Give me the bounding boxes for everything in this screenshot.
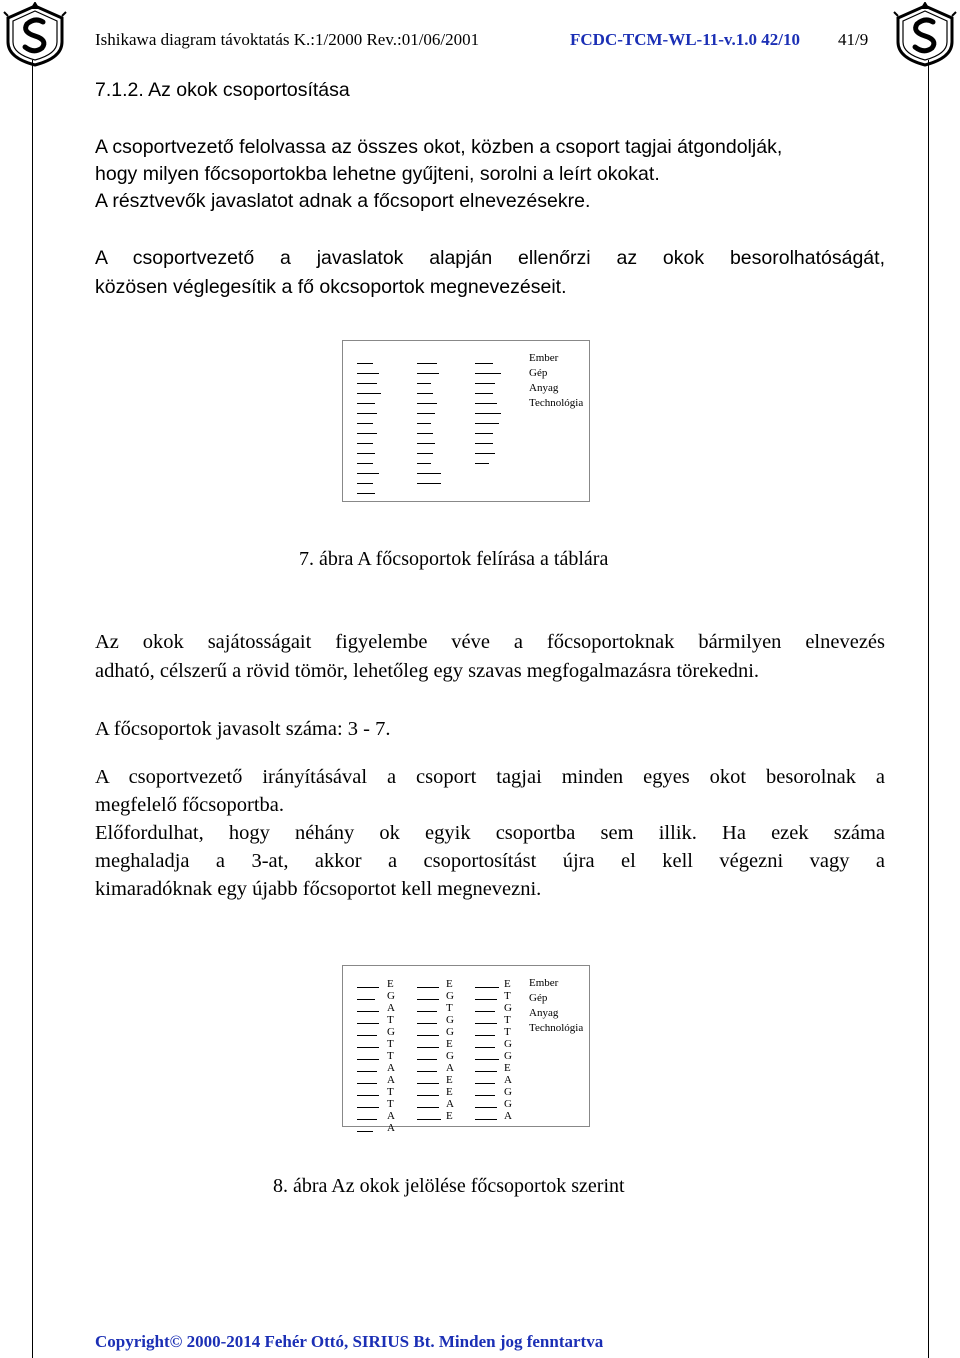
group-letter: G xyxy=(446,1050,454,1062)
text-line: megfelelő főcsoportba. xyxy=(95,794,284,816)
text-line: közösen véglegesítik a fő okcsoportok megnevezéseit. xyxy=(95,276,567,298)
cause-line xyxy=(357,413,377,414)
text-line: A csoportvezető irányításával a csoport tagjai minden egyes okot besorolnak a xyxy=(95,766,885,788)
group-letter: T xyxy=(387,1038,394,1050)
cause-line xyxy=(357,433,377,434)
cause-line xyxy=(475,1107,497,1108)
cause-line xyxy=(357,1071,377,1072)
cause-line xyxy=(475,463,489,464)
cause-line xyxy=(417,423,431,424)
group-letter: A xyxy=(387,1110,395,1122)
cause-line xyxy=(475,1071,497,1072)
doc-code: FCDC-TCM-WL-11-v.1.0 42/10 xyxy=(570,30,800,49)
cause-line xyxy=(357,493,375,494)
group-letter: E xyxy=(387,978,394,990)
text-line: Az okok sajátosságait figyelembe véve a főcsoportoknak bármilyen elnevezés xyxy=(95,631,885,653)
group-letter: E xyxy=(504,1062,511,1074)
page-number: 41/9 xyxy=(838,30,869,49)
cause-line xyxy=(417,999,439,1000)
legend-anyag: Anyag xyxy=(529,1007,559,1019)
page-frame-left xyxy=(32,60,33,1358)
cause-line xyxy=(475,987,499,988)
text-line: meghaladja a 3-at, akkor a csoportosítást újra el kell végezni vagy a xyxy=(95,850,885,872)
text-line: adható, célszerű a rövid tömör, lehetőleg egy szavas megfogalmazásra törekedni. xyxy=(95,660,760,682)
cause-line xyxy=(357,1011,379,1012)
cause-line xyxy=(417,483,441,484)
cause-line xyxy=(417,987,439,988)
figure-8-caption: 8. ábra Az okok jelölése főcsoportok szerint xyxy=(273,1175,625,1197)
paragraph-4: A főcsoportok javasolt száma: 3 - 7. xyxy=(95,718,391,740)
legend-ember: Ember xyxy=(529,977,559,989)
cause-line xyxy=(357,1095,379,1096)
cause-line xyxy=(475,393,493,394)
group-letter: G xyxy=(504,1086,512,1098)
group-letter: A xyxy=(387,1062,395,1074)
group-letter: T xyxy=(387,1086,394,1098)
group-letter: A xyxy=(387,1074,395,1086)
cause-line xyxy=(357,373,379,374)
cause-line xyxy=(475,443,493,444)
cause-line xyxy=(417,453,433,454)
group-letter: T xyxy=(387,1098,394,1110)
text-line: A csoportvezető a javaslatok alapján ellenőrzi az okok besorolhatóságát, xyxy=(95,247,885,269)
cause-line xyxy=(475,1059,499,1060)
group-letter: G xyxy=(446,1014,454,1026)
group-letter: A xyxy=(387,1002,395,1014)
figure-7-board xyxy=(342,340,590,502)
group-letter: G xyxy=(504,1098,512,1110)
cause-line xyxy=(417,1059,437,1060)
cause-line xyxy=(417,383,431,384)
section-heading: 7.1.2. Az okok csoportosítása xyxy=(95,79,350,101)
figure-7-caption: 7. ábra A főcsoportok felírása a táblára xyxy=(299,548,609,570)
cause-line xyxy=(357,423,373,424)
group-letter: A xyxy=(446,1098,454,1110)
group-letter: A xyxy=(504,1074,512,1086)
cause-line xyxy=(417,463,431,464)
cause-line xyxy=(357,1131,373,1132)
cause-line xyxy=(475,423,499,424)
group-letter: G xyxy=(504,1050,512,1062)
cause-line xyxy=(417,363,437,364)
cause-line xyxy=(417,1119,441,1120)
group-letter: G xyxy=(446,990,454,1002)
cause-line xyxy=(417,1035,439,1036)
cause-line xyxy=(475,1095,495,1096)
text-line: kimaradóknak egy újabb főcsoportot kell megnevezni. xyxy=(95,878,542,900)
cause-line xyxy=(475,413,501,414)
legend-gep: Gép xyxy=(529,367,548,379)
cause-line xyxy=(417,1107,439,1108)
group-letter: A xyxy=(504,1110,512,1122)
cause-line xyxy=(357,999,375,1000)
cause-line xyxy=(475,433,493,434)
legend-gep: Gép xyxy=(529,992,548,1004)
group-letter: E xyxy=(446,1110,453,1122)
cause-line xyxy=(475,403,497,404)
cause-line xyxy=(475,453,495,454)
doc-title: Ishikawa diagram távoktatás K.:1/2000 Rev.:01/06/2001 xyxy=(95,30,480,49)
text-line: A résztvevők javaslatot adnak a főcsoport elnevezésekre. xyxy=(95,190,591,212)
group-letter: G xyxy=(504,1038,512,1050)
cause-line xyxy=(475,1083,495,1084)
cause-line xyxy=(417,413,435,414)
group-letter: E xyxy=(446,1086,453,1098)
sirius-logo-icon xyxy=(892,2,958,68)
cause-line xyxy=(417,1011,437,1012)
cause-line xyxy=(417,1071,437,1072)
legend-technologia: Technológia xyxy=(529,1022,584,1034)
group-letter: G xyxy=(387,990,395,1002)
group-letter: T xyxy=(504,1014,511,1026)
cause-line xyxy=(357,383,377,384)
cause-line xyxy=(475,1119,497,1120)
cause-line xyxy=(357,987,379,988)
cause-line xyxy=(475,1035,495,1036)
cause-line xyxy=(417,1047,439,1048)
text-line: hogy milyen főcsoportokba lehetne gyűjteni, sorolni a leírt okokat. xyxy=(95,163,660,185)
group-letter: T xyxy=(504,1026,511,1038)
cause-line xyxy=(357,483,373,484)
cause-line xyxy=(417,473,441,474)
cause-line xyxy=(357,1059,379,1060)
group-letter: E xyxy=(446,1038,453,1050)
text-line: Előfordulhat, hogy néhány ok egyik csoportba sem illik. Ha ezek száma xyxy=(95,822,885,844)
cause-line xyxy=(475,1023,497,1024)
cause-line xyxy=(417,1083,439,1084)
group-letter: T xyxy=(504,990,511,1002)
cause-line xyxy=(357,1083,377,1084)
cause-line xyxy=(357,443,373,444)
cause-line xyxy=(357,1023,379,1024)
sirius-logo-icon xyxy=(2,2,68,68)
group-letter: G xyxy=(446,1026,454,1038)
cause-line xyxy=(475,373,501,374)
cause-line xyxy=(417,393,433,394)
cause-line xyxy=(475,1047,495,1048)
cause-line xyxy=(357,403,375,404)
legend-ember: Ember xyxy=(529,352,559,364)
cause-line xyxy=(357,473,379,474)
group-letter: A xyxy=(446,1062,454,1074)
group-letter: E xyxy=(446,978,453,990)
cause-line xyxy=(475,383,495,384)
group-letter: G xyxy=(504,1002,512,1014)
cause-line xyxy=(357,363,373,364)
legend-anyag: Anyag xyxy=(529,382,559,394)
cause-line xyxy=(357,453,375,454)
cause-line xyxy=(357,463,373,464)
group-letter: T xyxy=(387,1050,394,1062)
cause-line xyxy=(417,1095,439,1096)
cause-line xyxy=(417,433,433,434)
cause-line xyxy=(357,1035,377,1036)
cause-line xyxy=(417,443,435,444)
copyright-footer: Copyright© 2000-2014 Fehér Ottó, SIRIUS Bt. Minden jog fenntartva xyxy=(95,1332,604,1351)
cause-line xyxy=(475,999,497,1000)
group-letter: E xyxy=(446,1074,453,1086)
group-letter: A xyxy=(387,1122,395,1134)
cause-line xyxy=(357,1047,379,1048)
cause-line xyxy=(357,1107,379,1108)
group-letter: G xyxy=(387,1026,395,1038)
figure-8-board xyxy=(342,965,590,1134)
cause-line xyxy=(357,1119,377,1120)
group-letter: T xyxy=(387,1014,394,1026)
cause-line xyxy=(475,363,493,364)
group-letter: E xyxy=(504,978,511,990)
cause-line xyxy=(357,393,381,394)
cause-line xyxy=(475,1011,495,1012)
cause-line xyxy=(417,373,439,374)
text-line: A csoportvezető felolvassa az összes okot, közben a csoport tagjai átgondolják, xyxy=(95,136,783,158)
page-frame-right xyxy=(928,60,929,1358)
cause-line xyxy=(417,403,437,404)
group-letter: T xyxy=(446,1002,453,1014)
cause-line xyxy=(417,1023,437,1024)
legend-technologia: Technológia xyxy=(529,397,584,409)
